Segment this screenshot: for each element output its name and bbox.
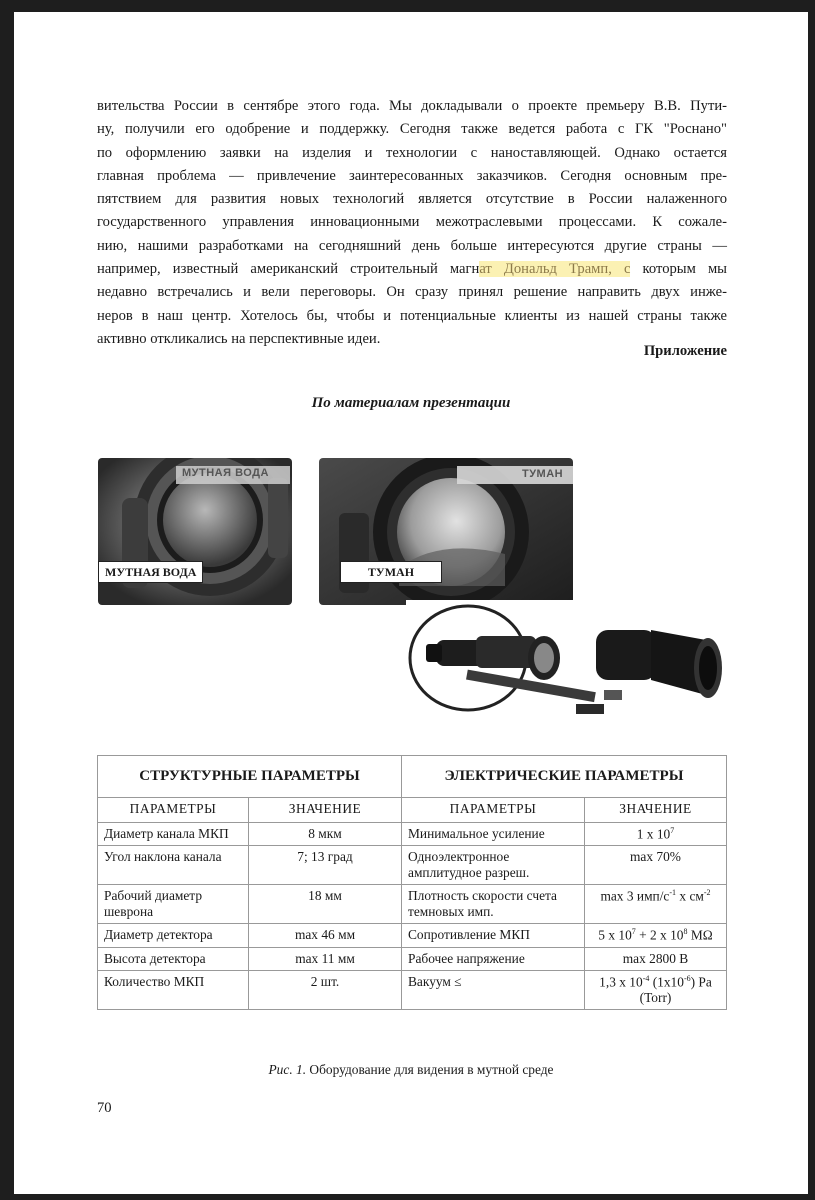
fog-photo [319, 458, 573, 605]
value-unit: ) Pa [690, 974, 712, 990]
murky-water-badge: МУТНАЯ ВОДА [182, 467, 269, 479]
structural-group-header: СТРУКТУРНЫЕ ПАРАМЕТРЫ [98, 756, 402, 798]
column-header: ЗНАЧЕНИЕ [249, 798, 402, 823]
value-part: 1,3 х 10 [599, 974, 643, 990]
table-row [98, 885, 727, 924]
value-exponent: -6 [683, 973, 691, 983]
value-part: (1х10 [649, 974, 684, 990]
value-unit: (Torr) [639, 990, 672, 1006]
table-row [98, 947, 727, 970]
table-cell: Угол наклона канала [98, 846, 249, 885]
table-cell: Одноэлектронное амплитудное разреш. [402, 846, 585, 885]
table-cell: Рабочий диаметр шеврона [98, 885, 249, 924]
body-paragraph [97, 95, 727, 351]
table-cell: Высота детектора [98, 947, 249, 970]
table-cell [585, 970, 727, 1009]
value-part: + 2 х 10 [635, 927, 684, 943]
table-cell: Плотность скорости счета темновых имп. [402, 885, 585, 924]
value-part: 5 х 10 [598, 927, 632, 943]
text-line: по оформлению заявки на изделия и технологии с наноставляющей. Однако остается [97, 144, 727, 161]
text-line: нию, нашими разработками на сегодняшний день больше интересуются другие страны — [97, 237, 727, 254]
table-row [98, 846, 727, 885]
table-cell: 8 мкм [249, 823, 402, 846]
value-exponent: -1 [669, 888, 677, 898]
table-cell: Рабочее напряжение [402, 947, 585, 970]
caption-text: Оборудование для видения в мутной среде [306, 1062, 554, 1077]
text-line: вительства России в сентябре этого года. Мы докладывали о проекте премьеру В.В. Пути- [97, 98, 727, 114]
text-line: пятствием для развития новых технологий является отсутствие в России налаженного [97, 191, 727, 208]
table-cell: max 11 мм [249, 947, 402, 970]
text-line: недавно встречались и вели переговоры. Он сразу принял решение направить двух инже- [97, 284, 727, 301]
column-header: ПАРАМЕТРЫ [402, 798, 585, 823]
table-cell: Вакуум ≤ [402, 970, 585, 1009]
table-cell: 18 мм [249, 885, 402, 924]
value-exponent: 7 [670, 826, 675, 835]
figure-caption [14, 1062, 808, 1078]
murky-water-label: МУТНАЯ ВОДА [98, 561, 203, 583]
table-cell [585, 885, 727, 924]
parameters-table [97, 755, 727, 1010]
text-line: государственного управления инновационными межотраслевыми процессами. К сожале- [97, 214, 727, 231]
section-subtitle: По материалам презентации [311, 395, 511, 411]
text-line: активно откликались на перспективные идеи. [97, 330, 381, 347]
table-cell: Сопротивление МКП [402, 924, 585, 947]
table-cell: max 70% [585, 846, 727, 885]
table-cell [585, 924, 727, 947]
table-cell: Количество МКП [98, 970, 249, 1009]
table-row [98, 924, 727, 947]
devices-image [406, 600, 728, 740]
document-page [14, 12, 808, 1194]
table-row [98, 970, 727, 1009]
text-line: главная проблема — привлечение заинтересованных заказчиков. Сегодня основным пре- [97, 167, 727, 184]
fog-label: ТУМАН [340, 561, 442, 583]
table-row [98, 823, 727, 846]
table-cell: Минимальное усиление [402, 823, 585, 846]
night-vision-devices-photo [406, 600, 728, 740]
text-highlight[interactable]: ат Дональд Трамп, с [479, 261, 631, 278]
value-exponent: -2 [703, 888, 711, 898]
text-line: неров в наш центр. Хотелось бы, чтобы и потенциальные клиенты из нашей страны также [97, 307, 727, 324]
column-header: ПАРАМЕТРЫ [98, 798, 249, 823]
table-cell: 2 шт. [249, 970, 402, 1009]
value-unit: MΩ [687, 927, 713, 943]
table-cell: max 2800 В [585, 947, 727, 970]
text-fragment: например, известный американский строительный магн [97, 261, 480, 278]
text-line-highlighted [97, 258, 727, 281]
text-line: ну, получили его одобрение и поддержку. Сегодня также ведется работа с ГК "Роснано" [97, 121, 727, 138]
page-number: 70 [97, 1100, 112, 1116]
electrical-group-header: ЭЛЕКТРИЧЕСКИЕ ПАРАМЕТРЫ [402, 756, 727, 798]
value-part: 1 х 10 [636, 826, 671, 842]
table-cell: 7; 13 град [249, 846, 402, 885]
value-part: х см [676, 888, 704, 904]
column-header: ЗНАЧЕНИЕ [585, 798, 727, 823]
table-cell: max 46 мм [249, 924, 402, 947]
value-exponent: 7 [631, 927, 636, 937]
fog-badge: ТУМАН [522, 468, 564, 480]
table-cell: Диаметр канала МКП [98, 823, 249, 846]
text-fragment: которым мы [630, 261, 727, 278]
appendix-heading: Приложение [643, 343, 727, 359]
table-cell: Диаметр детектора [98, 924, 249, 947]
murky-water-photo [98, 458, 292, 605]
caption-label: Рис. 1. [268, 1062, 307, 1077]
value-exponent: 8 [683, 927, 688, 937]
value-part: max 3 имп/с [600, 888, 670, 904]
value-exponent: -4 [642, 973, 650, 983]
table-cell [585, 823, 727, 846]
